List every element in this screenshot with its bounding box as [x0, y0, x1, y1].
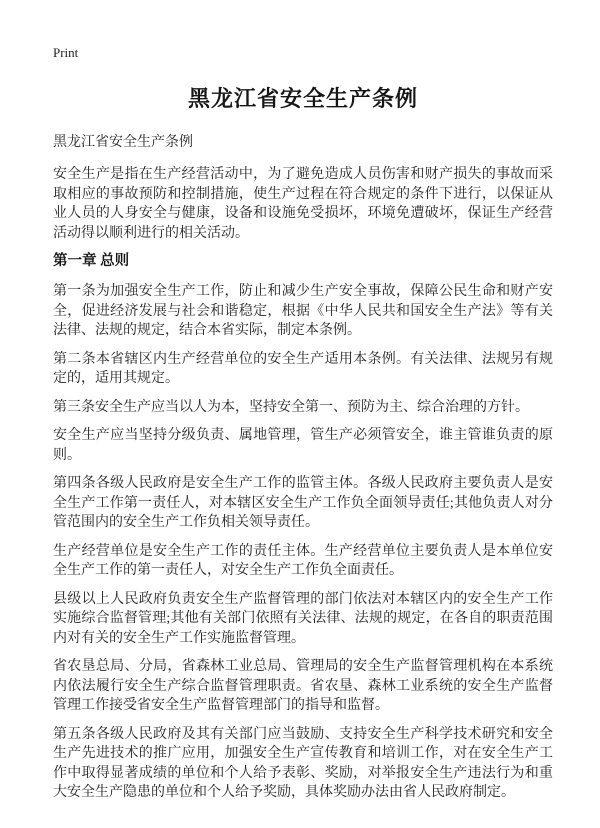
paragraph-article-2: 第二条本省辖区内生产经营单位的安全生产适用本条例。有关法律、法规另有规定的，适用其规定。	[53, 351, 553, 386]
paragraph-article-4-county: 县级以上人民政府负责安全生产监督管理的部门依法对本辖区内的安全生产工作实施综合监督管理;其他有关部门依照有关法律、法规的规定，在各自的职责范围内对有关的安全生产工作实施监督管理。	[53, 591, 553, 646]
paragraph-article-3: 第三条安全生产应当以人为本，坚持安全第一、预防为主、综合治理的方针。	[53, 399, 529, 415]
document-title: 黑龙江省安全生产条例	[187, 86, 418, 111]
document-subtitle: 黑龙江省安全生产条例	[53, 135, 193, 150]
paragraph-article-4: 第四条各级人民政府是安全生产工作的监管主体。各级人民政府主要负责人是安全生产工作第一责任人，对本辖区安全生产工作负全面领导责任;其他负责人对分管范围内的安全生产工作负相关领导责任。	[53, 476, 553, 530]
chapter-heading: 第一章 总则	[53, 253, 130, 269]
paragraph-article-3-principle: 安全生产应当坚持分级负责、属地管理，管生产必须管安全，谁主管谁负责的原则。	[53, 428, 553, 463]
paragraph-article-4-bureaus: 省农垦总局、分局，省森林工业总局、管理局的安全生产监督管理机构在本系统内依法履行安全生产综合监督管理职责。省农垦、森林工业系统的安全生产监督管理工作接受省安全生产监督管理部门的指导和监督。	[53, 659, 553, 713]
paragraph-article-4-units: 生产经营单位是安全生产工作的责任主体。生产经营单位主要负责人是本单位安全生产工作的第一责任人，对安全生产工作负全面责任。	[53, 543, 553, 578]
paragraph-article-5: 第五条各级人民政府及其有关部门应当鼓励、支持安全生产科学技术研究和安全生产先进技术的推广应用，加强安全生产宣传教育和培训工作，对在安全生产工作中取得显著成绩的单位和个人给予表彰、奖励，对举报安全生产违法行为和重大安全生产隐患的单位和个人给予奖励，具体奖励办法由省人民政府制定。	[53, 726, 553, 800]
print-button[interactable]: Print	[53, 45, 79, 60]
paragraph-article-1: 第一条为加强安全生产工作，防止和减少生产安全事故，保障公民生命和财产安全，促进经济发展与社会和谐稳定，根据《中华人民共和国安全生产法》等有关法律、法规的规定，结合本省实际，制定本条例。	[53, 284, 553, 338]
paragraph-intro: 安全生产是指在生产经营活动中，为了避免造成人员伤害和财产损失的事故而采取相应的事故预防和控制措施，使生产过程在符合规定的条件下进行，以保证从业人员的人身安全与健康，设备和设施免受损坏，环境免遭破坏，保证生产经营活动得以顺利进行的相关活动。	[53, 167, 553, 241]
